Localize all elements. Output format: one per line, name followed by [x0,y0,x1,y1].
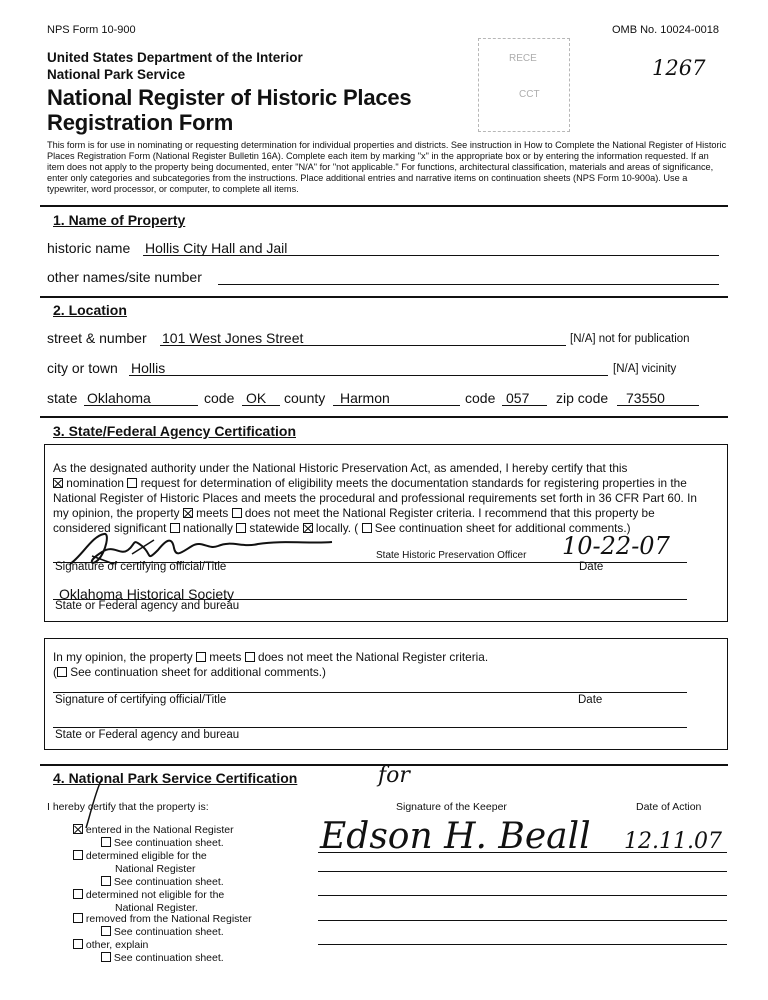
city-value[interactable]: Hollis [131,360,166,376]
agency-label: State or Federal agency and bureau [55,600,240,612]
does-not-meet-checkbox[interactable] [232,508,242,518]
section1-heading: 1. Name of Property [53,212,186,228]
handwritten-reference: 1267 [652,56,706,80]
certification-line3: National Register of Historic Places and meets the procedural and professional requirements set forth in 36 CFR Part 60. In [53,491,697,505]
removed-continuation-checkbox[interactable] [101,926,111,936]
form-number: NPS Form 10-900 [47,24,136,36]
underline [143,255,719,256]
entered-option [73,824,234,836]
underline [160,345,566,346]
meets-label-2: meets [209,650,242,664]
does-not-meet-label-2: does not meet the National Register criteria. [257,650,489,664]
certification-line1: As the designated authority under the National Historic Preservation Act, as amended, I hereby certify that this [53,461,628,475]
nomination-checkbox[interactable] [53,478,63,488]
signature-label-2: Signature of certifying official/Title [55,694,227,706]
eligible-continuation [101,876,224,888]
not-eligible-checkbox[interactable] [73,889,83,899]
request-label: request for determination of eligibility meets the documentation standards for registering properties in the [140,476,687,490]
section2-heading: 2. Location [53,302,127,318]
considered-label: considered significant [53,521,167,535]
form-title-line1: National Register of Historic Places [47,85,412,110]
county-value[interactable]: Harmon [340,390,390,406]
state-label: state [47,390,78,406]
see-continuation-label: See continuation sheet. [113,952,224,964]
agency-line-2 [53,727,687,728]
see-continuation-label: See continuation sheet. [113,876,224,888]
certification-date: 10-22-07 [562,532,670,560]
underline [617,405,699,406]
street-label: street & number [47,330,147,346]
meets-label: meets [196,506,229,520]
keeper-signature: Edson H. Beall [320,816,591,857]
instructions-text: This form is for use in nominating or requesting determination for individual properties and districts. See instruction in How to Complete the National Register of Historic Places Registration Form (National Register Bulletin 16A). Complete each item by marking "x" in the appropriate box or by entering the information requested. If an item does not apply to the property being documented, enter "N/A" for "not applicable." For functions, architectural classification, materials and areas of significance, enter only categories and subcategories from the instructions. Place additional entries and narrative items on continuation sheets (NPS Form 10-900a). Use a typewriter, word processor, or computer, to complete all items. [47,140,727,194]
not-for-publication: [N/A] not for publication [570,333,690,345]
eligible-label: determined eligible for the [85,850,207,862]
removed-option [73,913,252,925]
continuation-label-2: See continuation sheet for additional comments.) [70,665,326,679]
opinion-line1 [53,650,718,666]
nomination-label: nomination [66,476,124,490]
agency-value[interactable]: Oklahoma Historical Society [59,586,235,602]
nationally-label: nationally [183,521,233,535]
request-checkbox[interactable] [127,478,137,488]
meets-checkbox-2[interactable] [196,652,206,662]
omb-number: OMB No. 10024-0018 [612,24,720,36]
eligible-option [73,850,207,862]
continuation-checkbox-2[interactable] [57,667,67,677]
keeper-signature-label: Signature of the Keeper [396,801,507,813]
other-continuation [101,952,224,964]
action-date: 12.11.07 [624,829,722,854]
keeper-line-4 [318,920,727,921]
certification-line2 [53,476,718,492]
received-stamp: RECE CCT [478,38,570,132]
see-continuation-label: See continuation sheet. [113,926,224,938]
keeper-line-5 [318,944,727,945]
underline [84,405,198,406]
recommend-text: does not meet the National Register criteria. I recommend that this property be [244,506,655,520]
zip-value[interactable]: 73550 [626,390,665,406]
form-title-line2: Registration Form [47,110,234,135]
other-option [73,939,148,951]
other-continuation-checkbox[interactable] [101,952,111,962]
section-rule [40,205,728,207]
section-rule [40,416,728,418]
not-eligible-label: determined not eligible for the [85,889,225,901]
section4-heading: 4. National Park Service Certification [53,770,298,786]
not-eligible-option [73,889,224,901]
entered-label: entered in the National Register [85,824,234,836]
entered-checkbox[interactable] [73,824,83,834]
locally-label: locally. ( [315,521,359,535]
department-name: United States Department of the Interior [47,50,303,65]
officer-title: State Historic Preservation Officer [376,550,527,561]
underline [129,375,608,376]
opinion-text: my opinion, the property [53,506,180,520]
other-names-label: other names/site number [47,269,202,285]
keeper-line-3 [318,895,727,896]
keeper-line-2 [318,871,727,872]
underline [502,405,547,406]
keeper-line-1 [318,852,727,853]
eligible-label-2: National Register [115,863,196,875]
see-continuation-label: See continuation sheet. [113,837,224,849]
not-eligible-label-2: National Register. [115,902,198,914]
underline [242,405,280,406]
section3-heading: 3. State/Federal Agency Certification [53,423,296,439]
certify-statement: I hereby certify that the property is: [47,801,209,813]
county-code-value[interactable]: 057 [506,390,530,406]
state-code-value[interactable]: OK [246,390,267,406]
entered-continuation-checkbox[interactable] [101,837,111,847]
street-value[interactable]: 101 West Jones Street [162,330,304,346]
statewide-label: statewide [249,521,300,535]
date-label-2: Date [578,694,603,706]
underline [218,284,719,285]
state-value[interactable]: Oklahoma [87,390,151,406]
continuation-checkbox[interactable] [362,523,372,533]
agency-name: National Park Service [47,67,186,82]
eligible-checkbox[interactable] [73,850,83,860]
agency-label-2: State or Federal agency and bureau [55,729,240,741]
underline [333,405,460,406]
other-checkbox[interactable] [73,939,83,949]
removed-continuation [101,926,224,938]
for-mark: for [378,763,410,788]
date-label: Date [579,561,604,573]
opinion-text: In my opinion, the property [53,650,193,664]
does-not-meet-checkbox-2[interactable] [245,652,255,662]
vicinity: [N/A] vicinity [613,363,677,375]
opinion-line2: ( See continuation sheet for additional comments.) [53,665,326,679]
entered-continuation [101,837,224,849]
signature-label: Signature of certifying official/Title [55,561,227,573]
state-code-label: code [204,390,235,406]
continuation-label: See continuation sheet for additional comments.) [374,521,631,535]
signature-line-2 [53,692,687,693]
historic-name-label: historic name [47,240,131,256]
county-label: county [284,390,326,406]
date-of-action-label: Date of Action [636,801,702,813]
eligible-continuation-checkbox[interactable] [101,876,111,886]
meets-checkbox[interactable] [183,508,193,518]
removed-label: removed from the National Register [85,913,252,925]
zip-label: zip code [556,390,609,406]
historic-name-value[interactable]: Hollis City Hall and Jail [145,240,288,256]
city-label: city or town [47,360,118,376]
removed-checkbox[interactable] [73,913,83,923]
county-code-label: code [465,390,496,406]
section-rule [40,296,728,298]
other-label: other, explain [85,939,149,951]
certification-line4 [53,506,718,522]
